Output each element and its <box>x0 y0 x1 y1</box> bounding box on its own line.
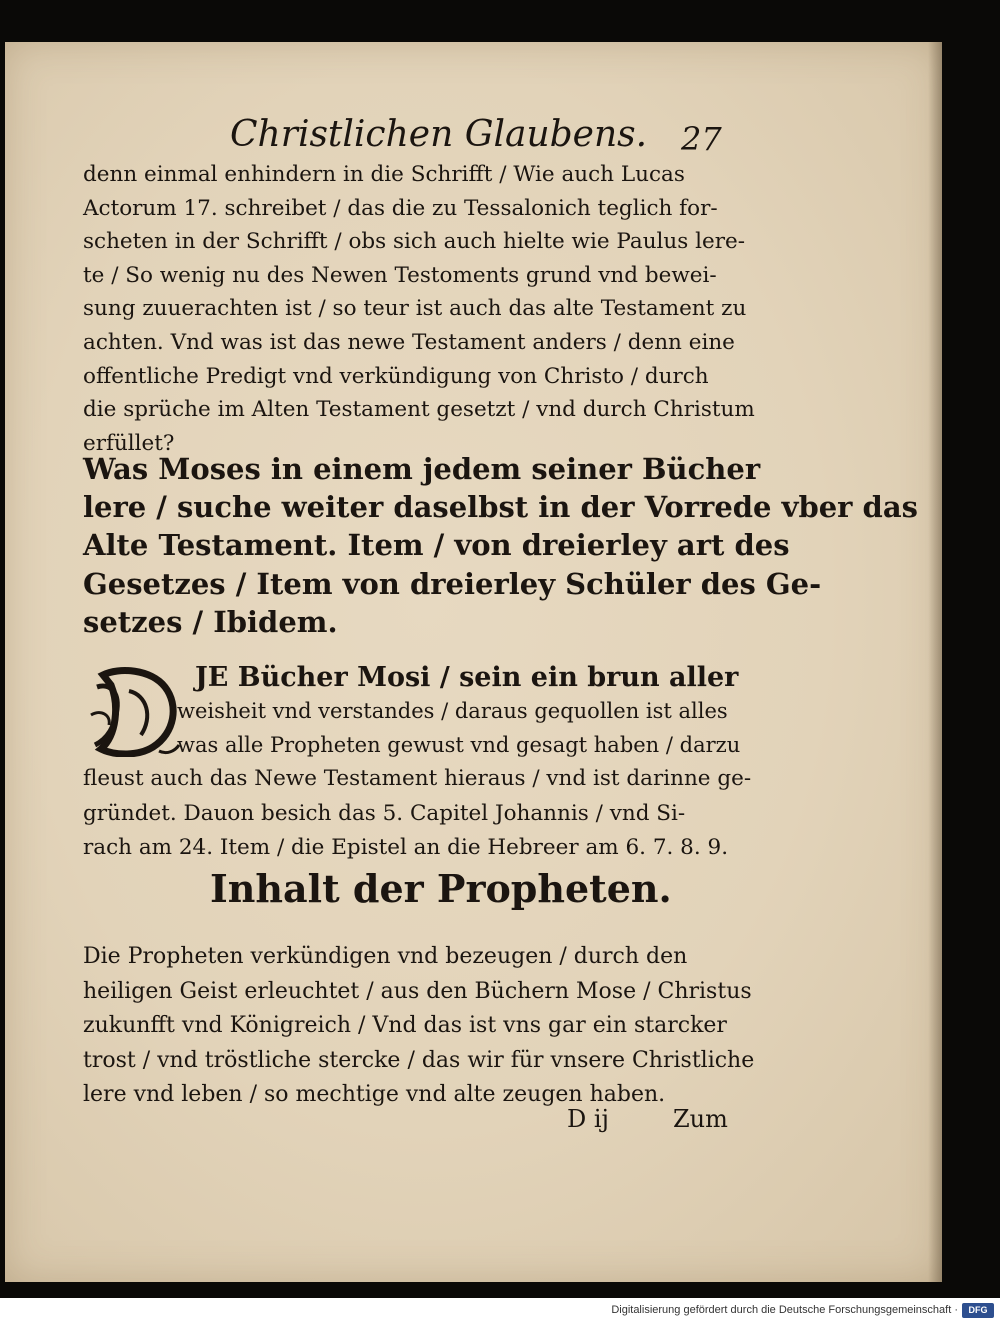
signature-mark: D ij <box>567 1105 609 1133</box>
book-page <box>5 42 942 1282</box>
paragraph-1 <box>83 158 755 460</box>
text-line: erfüllet? <box>83 430 175 456</box>
heading-line: Gesetzes / Item von dreierley Schüler des Ge- <box>83 566 822 601</box>
page-number: 27 <box>681 120 722 158</box>
text-line: was alle Propheten gewust vnd gesagt haben / darzu <box>177 733 741 757</box>
text-line: trost / vnd tröstliche stercke / das wir für vnsere Christliche <box>83 1047 755 1073</box>
text-line: fleust auch das Newe Testament hieraus / vnd ist darinne ge- <box>83 766 752 791</box>
text-line: sung zuuerachten ist / so teur ist auch das alte Testament zu <box>83 296 747 322</box>
running-head: Christlichen Glaubens. <box>230 114 648 155</box>
text-line: te / So wenig nu des Newen Testoments grund vnd bewei- <box>83 262 717 288</box>
footer-credit: Digitalisierung gefördert durch die Deutsche Forschungsgemeinschaft · <box>611 1304 958 1316</box>
text-line: denn einmal enhindern in die Schrifft / Wie auch Lucas <box>83 162 685 187</box>
page-edge-shadow <box>928 42 942 1282</box>
section-heading-moses <box>83 450 918 641</box>
heading-line: Was Moses in einem jedem seiner Bücher <box>83 452 761 486</box>
text-line: lere vnd leben / so mechtige vnd alte zeugen haben. <box>83 1082 666 1107</box>
text-line: die sprüche im Alten Testament gesetzt / vnd durch Christum <box>83 397 755 423</box>
heading-line: lere / suche weiter daselbst in der Vorrede vber das <box>83 490 918 525</box>
heading-line: Alte Testament. Item / von dreierley art des <box>83 528 790 563</box>
footer-bar <box>0 1298 1000 1323</box>
catchword: Zum <box>673 1105 728 1133</box>
text-line: zukunfft vnd Königreich / Vnd das ist vns gar ein starcker <box>83 1013 727 1038</box>
heading-line: setzes / Ibidem. <box>83 604 338 639</box>
paragraph-2-indented <box>177 694 740 762</box>
text-line: achten. Vnd was ist das newe Testament anders / denn eine <box>83 329 735 355</box>
text-line: Die Propheten verkündigen vnd bezeugen / durch den <box>83 944 688 969</box>
text-line: offentliche Predigt vnd verkündigung von Christo / durch <box>83 363 709 389</box>
text-line: rach am 24. Item / die Epistel an die Hebreer am 6. 7. 8. 9. <box>83 835 729 860</box>
ornamental-initial-d <box>89 665 181 757</box>
text-line: weisheit vnd verstandes / daraus gequollen ist alles <box>177 699 728 723</box>
text-line: Actorum 17. schreibet / das die zu Tessalonich teglich for- <box>83 195 718 221</box>
text-line: heiligen Geist erleuchtet / aus den Büchern Mose / Christus <box>83 978 752 1004</box>
text-line: gründet. Dauon besich das 5. Capitel Johannis / vnd Si- <box>83 800 686 826</box>
paragraph-2 <box>83 762 751 866</box>
section-heading-prophets: Inhalt der Propheten. <box>210 866 672 911</box>
paragraph-3 <box>83 940 754 1113</box>
dfg-logo-icon: DFG <box>962 1303 994 1318</box>
text-line: scheten in der Schrifft / obs sich auch hielte wie Paulus lere- <box>83 229 746 255</box>
paragraph-2-first-line: JE Bücher Mosi / sein ein brun aller <box>195 662 739 693</box>
